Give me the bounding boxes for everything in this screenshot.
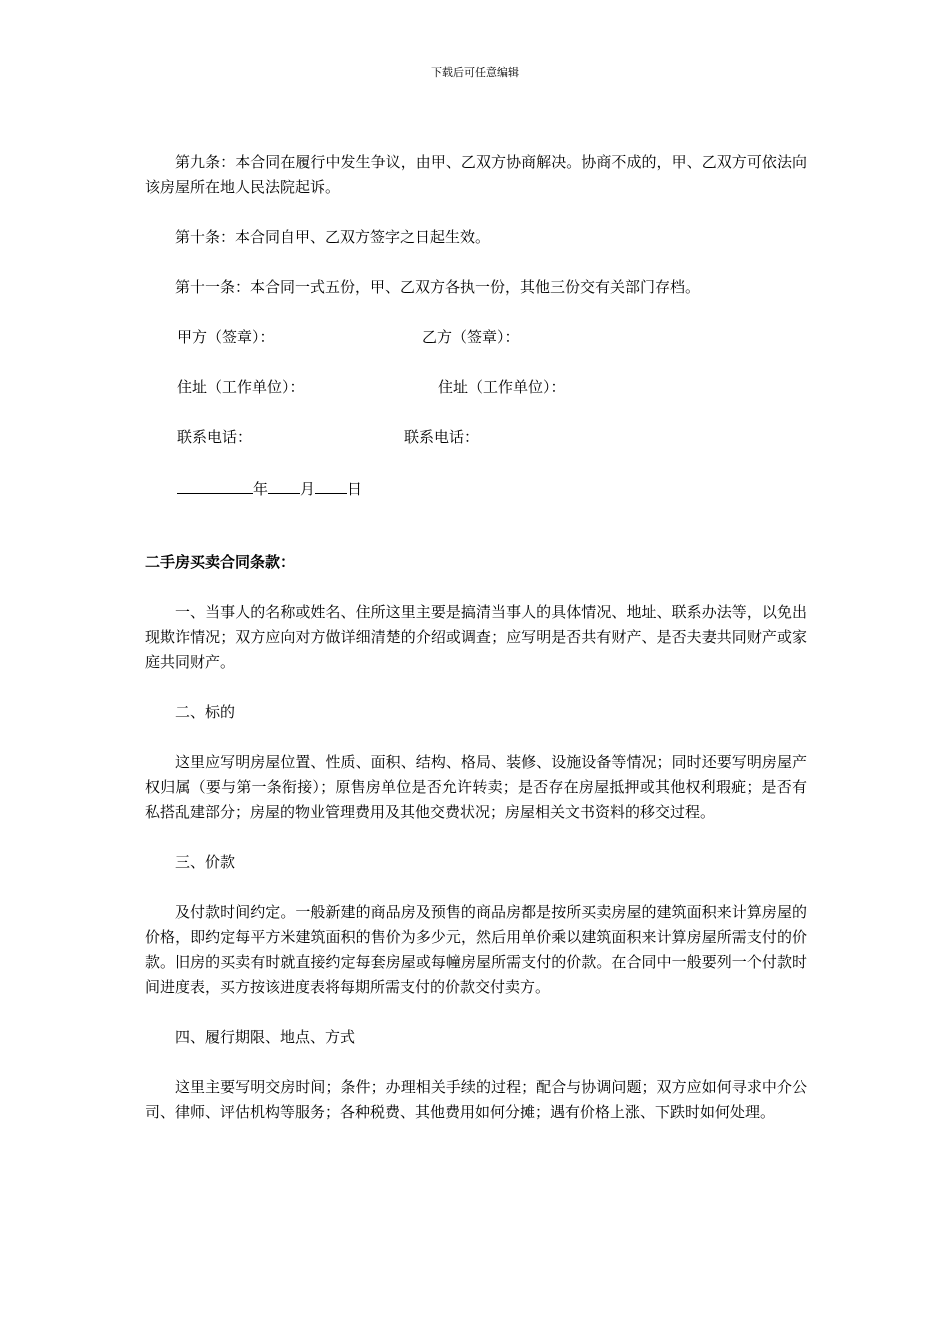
phone-row: [145, 425, 807, 450]
article-9: 第九条：本合同在履行中发生争议，由甲、乙双方协商解决。协商不成的，甲、乙双方可依法向该房屋所在地人民法院起诉。: [145, 153, 807, 196]
article-10: 第十条：本合同自甲、乙双方签字之日起生效。: [175, 228, 491, 246]
terms-para-2: 这里应写明房屋位置、性质、面积、结构、格局、装修、设施设备等情况；同时还要写明房屋产权归属（要与第一条衔接）；原售房单位是否允许转卖；是否存在房屋抵押或其他权利瑕疵；是否有私搭乱建部分；房屋的物业管理费用及其他交费状况；房屋相关文书资料的移交过程。: [145, 753, 807, 821]
signature-row: [145, 325, 807, 350]
date-line: [145, 475, 807, 502]
day-blank: [315, 475, 347, 494]
page-header: 下载后可任意编辑: [431, 66, 519, 79]
party-b-signature-label: 乙方（签章）：: [422, 328, 520, 346]
terms-heading-3: 三、价款: [175, 853, 236, 871]
year-blank: [177, 475, 253, 494]
day-label: 日: [347, 480, 363, 498]
month-label: 月: [300, 480, 316, 498]
party-a-phone-label: 联系电话：: [177, 428, 253, 446]
party-a-signature-label: 甲方（签章）：: [177, 328, 275, 346]
address-row: [145, 375, 807, 400]
party-b-address-label: 住址（工作单位）：: [438, 378, 566, 396]
terms-title: 二手房买卖合同条款：: [145, 553, 296, 571]
party-b-phone-label: 联系电话：: [404, 428, 480, 446]
document-body: [145, 150, 807, 1150]
terms-heading-4: 四、履行期限、地点、方式: [175, 1028, 356, 1046]
month-blank: [268, 475, 300, 494]
year-label: 年: [253, 480, 269, 498]
terms-para-4: 这里主要写明交房时间；条件；办理相关手续的过程；配合与协调问题；双方应如何寻求中介公司、律师、评估机构等服务；各种税费、其他费用如何分摊；遇有价格上涨、下跌时如何处理。: [145, 1078, 807, 1121]
party-a-address-label: 住址（工作单位）：: [177, 378, 305, 396]
article-11: 第十一条：本合同一式五份，甲、乙双方各执一份，其他三份交有关部门存档。: [175, 278, 701, 296]
terms-heading-2: 二、标的: [175, 703, 236, 721]
terms-para-3: 及付款时间约定。一般新建的商品房及预售的商品房都是按所买卖房屋的建筑面积来计算房屋的价格，即约定每平方米建筑面积的售价为多少元，然后用单价乘以建筑面积来计算房屋所需支付的价款。旧房的买卖有时就直接约定每套房屋或每幢房屋所需支付的价款。在合同中一般要列一个付款时间进度表，买方按该进度表将每期所需支付的价款交付卖方。: [145, 903, 807, 996]
terms-para-1: 一、当事人的名称或姓名、住所这里主要是搞清当事人的具体情况、地址、联系办法等，以免出现欺诈情况；双方应向对方做详细清楚的介绍或调查；应写明是否共有财产、是否夫妻共同财产或家庭共同财产。: [145, 603, 807, 671]
